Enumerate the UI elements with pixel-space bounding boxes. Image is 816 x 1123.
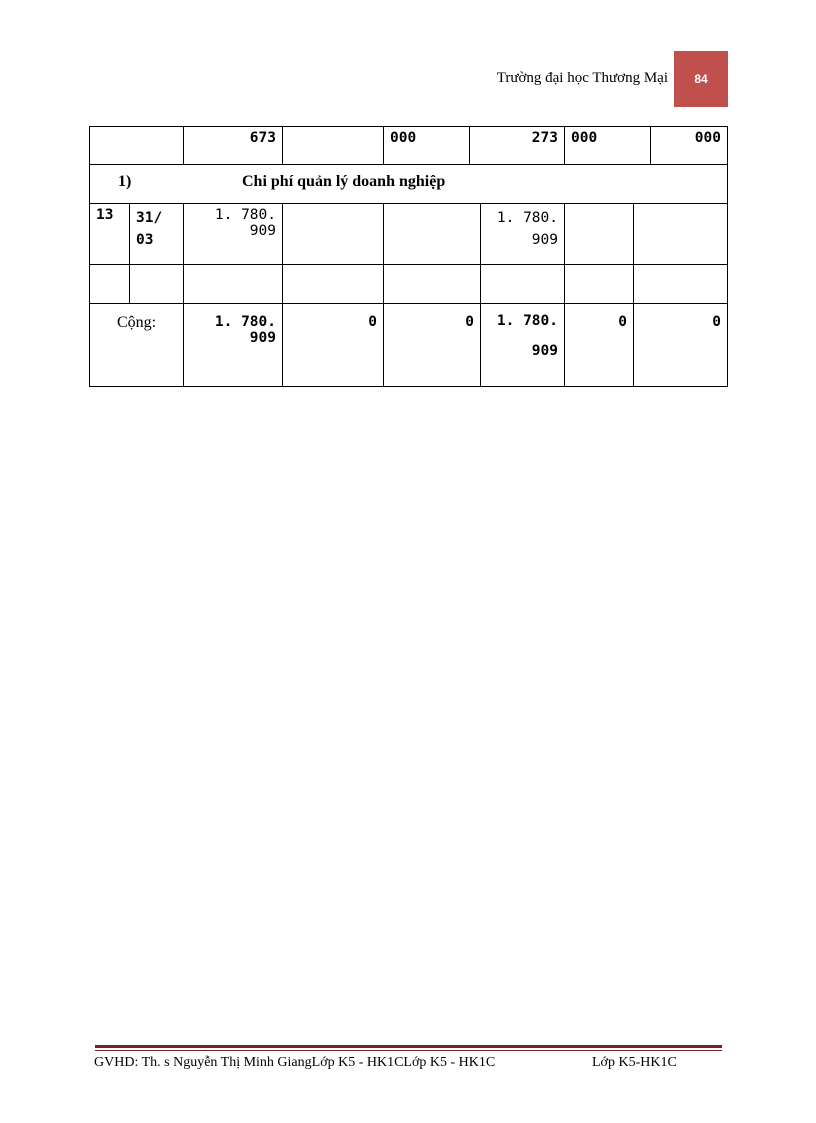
footer-divider-thin bbox=[95, 1050, 722, 1051]
table-cell bbox=[183, 265, 282, 303]
section-heading-row bbox=[89, 164, 728, 203]
amount-line2: 909 bbox=[531, 232, 558, 248]
total-cell: 0 bbox=[564, 304, 633, 386]
entry-number: 13 bbox=[96, 207, 114, 223]
section-number: 1) bbox=[118, 173, 132, 190]
total-amount-line1: 1. 780. bbox=[496, 313, 558, 329]
table-cell bbox=[129, 265, 183, 303]
entry-date-line1: 31/ bbox=[136, 210, 163, 226]
total-cell: 0 bbox=[383, 304, 480, 386]
table-cell bbox=[633, 265, 727, 303]
table-cell: 673 bbox=[183, 127, 282, 164]
amount-line1: 1. 780. bbox=[496, 210, 558, 226]
total-amount: 1. 780. 909 bbox=[183, 304, 282, 386]
section-title: Chi phí quản lý doanh nghiệp bbox=[242, 173, 446, 190]
footer-class: Lớp K5-HK1C bbox=[592, 1055, 677, 1070]
total-cell: 0 bbox=[282, 304, 383, 386]
table-cell: 000 bbox=[383, 127, 469, 164]
table-cell bbox=[383, 265, 480, 303]
total-cell bbox=[480, 304, 564, 386]
table-cell bbox=[480, 204, 564, 264]
table-cell: 000 bbox=[650, 127, 727, 164]
table-cell: 1. 780. 909 bbox=[183, 204, 282, 264]
header-school: Trường đại học Thương Mại bbox=[496, 70, 668, 86]
ledger-table bbox=[89, 126, 728, 387]
table-cell bbox=[282, 204, 383, 264]
footer-supervisor: GVHD: Th. s Nguyễn Thị Minh GiangLớp K5 - HK1CLớp K5 - HK1C bbox=[94, 1055, 496, 1070]
table-cell bbox=[282, 265, 383, 303]
entry-date-line2: 03 bbox=[136, 232, 154, 248]
total-cell: 0 bbox=[633, 304, 727, 386]
table-cell bbox=[564, 265, 633, 303]
table-cell: 000 bbox=[564, 127, 650, 164]
total-amount-line2: 909 bbox=[531, 343, 558, 359]
table-row bbox=[89, 203, 728, 264]
table-cell: 273 bbox=[469, 127, 564, 164]
footer-divider bbox=[95, 1045, 722, 1048]
table-cell bbox=[282, 127, 383, 164]
table-row bbox=[89, 126, 728, 164]
table-cell bbox=[480, 265, 564, 303]
total-label: Cộng: bbox=[116, 314, 157, 331]
table-cell bbox=[633, 204, 727, 264]
table-cell bbox=[90, 127, 183, 164]
table-cell bbox=[383, 204, 480, 264]
total-row bbox=[89, 303, 728, 387]
page-number-badge: 84 bbox=[674, 51, 728, 107]
table-cell bbox=[90, 265, 129, 303]
table-row bbox=[89, 264, 728, 303]
entry-date bbox=[129, 204, 183, 264]
table-cell bbox=[564, 204, 633, 264]
